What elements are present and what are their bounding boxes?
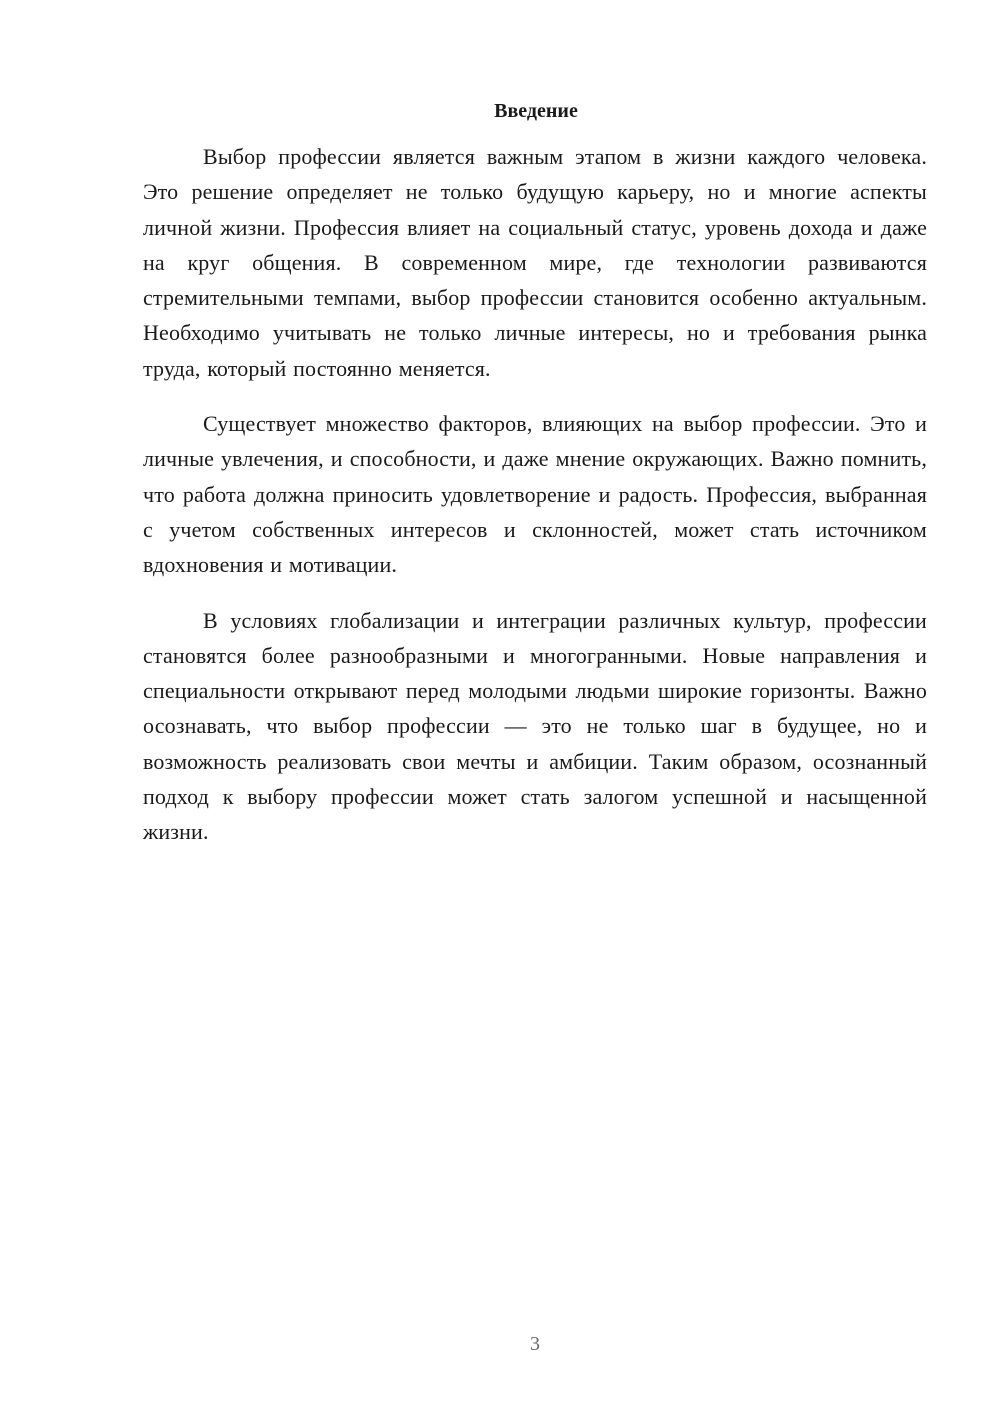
paragraph-2: Существует множество факторов, влияющих на выбор профессии. Это и личные увлечения, и способности, и даже мнение окружающих. Важно помнить, что работа должна приносить удовлетворение и радость. Профессия, выбранная с учетом собственных интересов и склонностей, может стать источником вдохновения и мотивации. [143, 411, 927, 578]
page-content [143, 96, 927, 870]
page-number: 3 [530, 1333, 540, 1355]
section-heading: Введение [494, 100, 578, 122]
paragraph-3: В условиях глобализации и интеграции различных культур, профессии становятся более разнообразными и многогранными. Новые направления и специальности открывают перед молодыми людьми широкие горизонты. Важно осознавать, что выбор профессии — это не только шаг в будущее, но и возможность реализовать свои мечты и амбиции. Таким образом, осознанный подход к выбору профессии может стать залогом успешной и насыщенной жизни. [143, 607, 927, 845]
paragraph-1: Выбор профессии является важным этапом в жизни каждого человека. Это решение определяет не только будущую карьеру, но и многие аспекты личной жизни. Профессия влияет на социальный статус, уровень дохода и даже на круг общения. В современном мире, где технологии развиваются стремительными темпами, выбор профессии становится особенно актуальным. Необходимо учитывать не только личные интересы, но и требования рынка труда, который постоянно меняется. [143, 144, 927, 381]
